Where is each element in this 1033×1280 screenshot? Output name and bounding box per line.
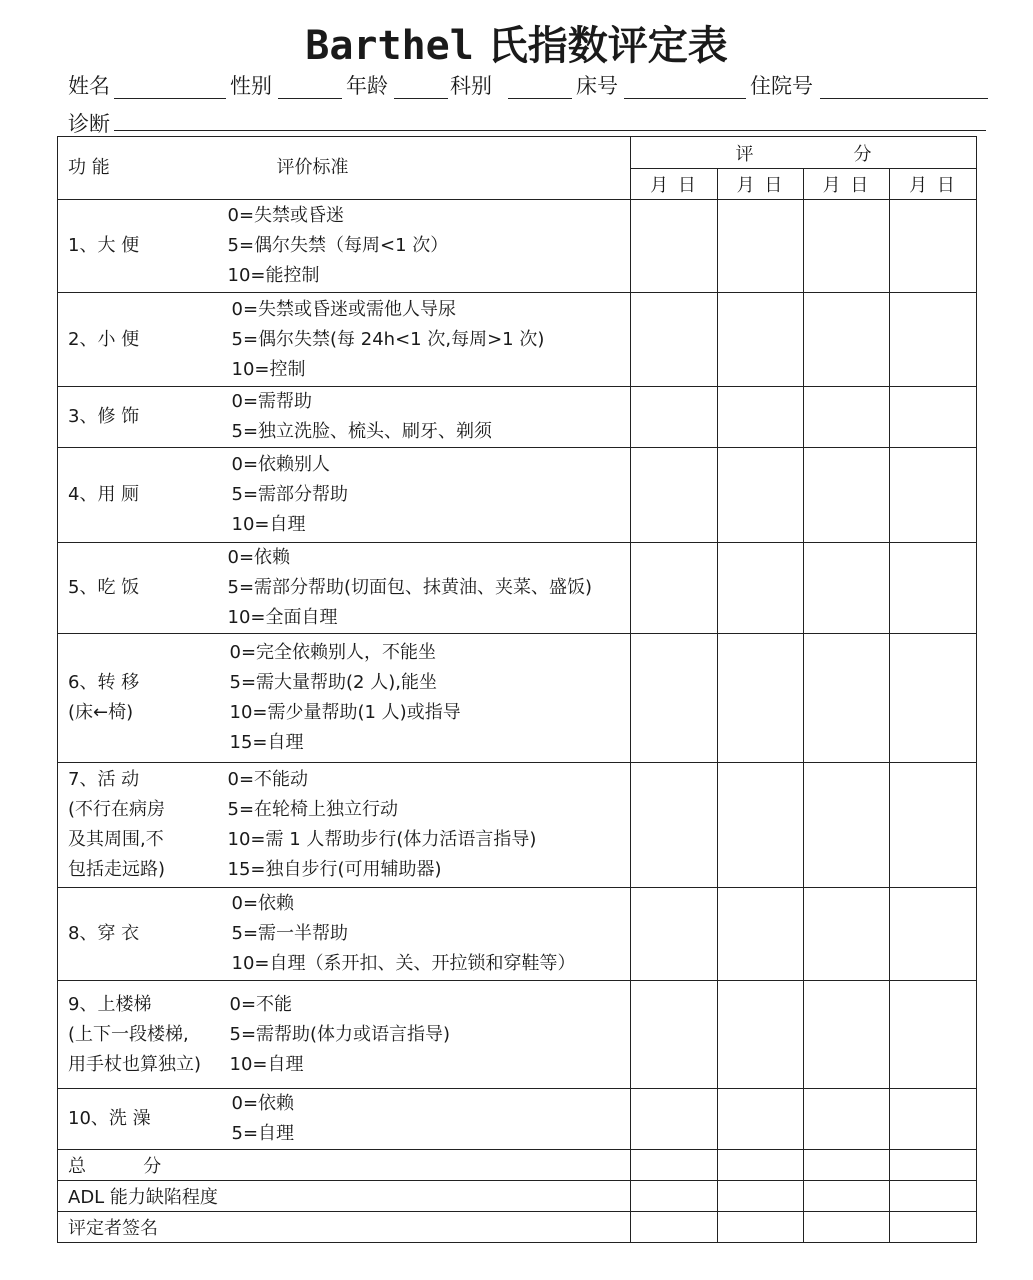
item-row bbox=[58, 1089, 977, 1150]
function-line: (床←椅) bbox=[68, 702, 134, 723]
criteria-line: 5=需帮助(体力或语言指导) bbox=[229, 1023, 451, 1045]
patient-info-row bbox=[68, 70, 988, 104]
criteria-line: 5=需部分帮助(切面包、抹黄油、夹菜、盛饭) bbox=[227, 577, 593, 598]
summary-label: 总 分 bbox=[58, 1150, 631, 1181]
summary-score-cell[interactable] bbox=[890, 1181, 977, 1212]
criteria-line: 0=依赖 bbox=[231, 1093, 295, 1114]
header-score bbox=[631, 137, 977, 169]
criteria-line: 5=需一半帮助 bbox=[231, 923, 349, 944]
age-label: 年龄 bbox=[346, 74, 388, 98]
score-cell[interactable] bbox=[631, 634, 718, 763]
item-criteria bbox=[219, 200, 631, 293]
criteria-line: 10=能控制 bbox=[227, 265, 320, 286]
dept-label: 科别 bbox=[450, 74, 492, 98]
criteria-line: 0=不能 bbox=[229, 993, 293, 1015]
item-row bbox=[58, 888, 977, 981]
summary-label: 评定者签名 bbox=[58, 1212, 631, 1243]
score-cell[interactable] bbox=[718, 543, 804, 634]
score-cell[interactable] bbox=[890, 1089, 977, 1150]
header-score-left: 评 bbox=[735, 143, 754, 165]
item-criteria bbox=[219, 293, 631, 387]
barthel-table bbox=[57, 136, 977, 1243]
item-criteria bbox=[219, 387, 631, 448]
score-cell[interactable] bbox=[631, 763, 718, 888]
function-line: (上下一段楼梯, bbox=[68, 1023, 189, 1045]
score-cell[interactable] bbox=[631, 981, 718, 1089]
score-cell[interactable] bbox=[890, 888, 977, 981]
score-cell[interactable] bbox=[890, 981, 977, 1089]
criteria-line: 0=依赖别人 bbox=[231, 454, 331, 475]
function-line: 1、大 便 bbox=[68, 235, 140, 256]
summary-score-cell[interactable] bbox=[631, 1212, 718, 1243]
summary-row bbox=[58, 1212, 977, 1243]
score-cell[interactable] bbox=[804, 634, 890, 763]
function-line: 4、用 厕 bbox=[68, 484, 140, 505]
item-row bbox=[58, 387, 977, 448]
score-cell[interactable] bbox=[890, 448, 977, 543]
score-cell[interactable] bbox=[890, 293, 977, 387]
item-criteria bbox=[219, 981, 631, 1089]
function-line: 6、转 移 bbox=[68, 672, 140, 693]
score-cell[interactable] bbox=[631, 293, 718, 387]
summary-score-cell[interactable] bbox=[804, 1150, 890, 1181]
criteria-line: 15=自理 bbox=[229, 732, 304, 753]
item-function bbox=[58, 981, 219, 1089]
score-cell[interactable] bbox=[718, 200, 804, 293]
score-cell[interactable] bbox=[631, 200, 718, 293]
item-row bbox=[58, 448, 977, 543]
title-chinese: 氏指数评定表 bbox=[473, 23, 728, 69]
function-line: 及其周围,不 bbox=[68, 829, 164, 850]
diagnosis-label: 诊断 bbox=[68, 112, 110, 136]
function-line: 9、上楼梯 bbox=[68, 993, 152, 1015]
diagnosis-row bbox=[68, 108, 110, 138]
score-cell[interactable] bbox=[890, 200, 977, 293]
item-criteria bbox=[219, 448, 631, 543]
header-row-1 bbox=[58, 137, 977, 169]
name-field[interactable] bbox=[114, 98, 226, 99]
score-cell[interactable] bbox=[890, 387, 977, 448]
item-function bbox=[58, 634, 219, 763]
score-cell[interactable] bbox=[804, 200, 890, 293]
criteria-line: 0=不能动 bbox=[227, 769, 309, 790]
criteria-line: 10=自理（系开扣、关、开拉锁和穿鞋等） bbox=[231, 953, 576, 974]
sex-field[interactable] bbox=[278, 98, 342, 99]
score-cell[interactable] bbox=[718, 888, 804, 981]
item-criteria bbox=[219, 1089, 631, 1150]
score-cell[interactable] bbox=[804, 981, 890, 1089]
bed-field[interactable] bbox=[624, 98, 746, 99]
criteria-line: 0=需帮助 bbox=[231, 391, 313, 412]
item-row bbox=[58, 981, 977, 1089]
header-function: 功 能 bbox=[58, 137, 219, 200]
criteria-line: 5=独立洗脸、梳头、刷牙、剃须 bbox=[231, 421, 493, 442]
criteria-line: 0=失禁或昏迷 bbox=[227, 205, 345, 226]
date-header: 月 日 bbox=[631, 169, 718, 200]
item-row bbox=[58, 543, 977, 634]
criteria-line: 0=依赖 bbox=[227, 547, 291, 568]
criteria-line: 5=需部分帮助 bbox=[231, 484, 349, 505]
function-line: 10、洗 澡 bbox=[68, 1108, 151, 1129]
summary-score-cell[interactable] bbox=[718, 1212, 804, 1243]
header-score-right: 分 bbox=[853, 143, 872, 165]
criteria-line: 0=完全依赖别人，不能坐 bbox=[229, 642, 437, 663]
summary-score-cell[interactable] bbox=[890, 1212, 977, 1243]
score-cell[interactable] bbox=[631, 543, 718, 634]
score-cell[interactable] bbox=[718, 634, 804, 763]
admission-label: 住院号 bbox=[750, 74, 813, 98]
function-line: 3、修 饰 bbox=[68, 406, 140, 427]
score-cell[interactable] bbox=[631, 387, 718, 448]
criteria-line: 10=自理 bbox=[231, 514, 306, 535]
score-cell[interactable] bbox=[804, 763, 890, 888]
item-function bbox=[58, 1089, 219, 1150]
summary-score-cell[interactable] bbox=[718, 1150, 804, 1181]
item-row bbox=[58, 634, 977, 763]
sex-label: 性别 bbox=[230, 74, 272, 98]
item-criteria bbox=[219, 763, 631, 888]
criteria-line: 10=控制 bbox=[231, 358, 306, 380]
summary-score-cell[interactable] bbox=[804, 1181, 890, 1212]
criteria-line: 10=需少量帮助(1 人)或指导 bbox=[229, 702, 461, 723]
criteria-line: 15=独自步行(可用辅助器) bbox=[227, 859, 442, 880]
criteria-line: 5=偶尔失禁(每 24h<1 次,每周>1 次) bbox=[231, 328, 545, 350]
function-line: 包括走远路) bbox=[68, 859, 166, 880]
criteria-line: 0=依赖 bbox=[231, 893, 295, 914]
score-cell[interactable] bbox=[890, 634, 977, 763]
date-header: 月 日 bbox=[804, 169, 890, 200]
summary-score-cell[interactable] bbox=[890, 1150, 977, 1181]
score-cell[interactable] bbox=[804, 448, 890, 543]
criteria-line: 5=自理 bbox=[231, 1123, 295, 1144]
date-header: 月 日 bbox=[890, 169, 977, 200]
item-criteria bbox=[219, 543, 631, 634]
summary-score-cell[interactable] bbox=[631, 1150, 718, 1181]
criteria-line: 5=偶尔失禁（每周<1 次） bbox=[227, 235, 449, 256]
criteria-line: 0=失禁或昏迷或需他人导尿 bbox=[231, 298, 457, 320]
age-field[interactable] bbox=[394, 98, 448, 99]
diagnosis-field[interactable] bbox=[114, 130, 986, 131]
item-row bbox=[58, 293, 977, 387]
function-line: 5、吃 饭 bbox=[68, 577, 140, 598]
score-cell[interactable] bbox=[804, 387, 890, 448]
title-latin: Barthel bbox=[305, 23, 474, 69]
score-cell[interactable] bbox=[631, 888, 718, 981]
item-function bbox=[58, 763, 219, 888]
item-row bbox=[58, 763, 977, 888]
header-criteria: 评价标准 bbox=[219, 137, 631, 200]
summary-row bbox=[58, 1150, 977, 1181]
function-line: (不行在病房 bbox=[68, 799, 166, 820]
function-line: 7、活 动 bbox=[68, 769, 140, 790]
summary-label: ADL 能力缺陷程度 bbox=[58, 1181, 631, 1212]
item-function bbox=[58, 387, 219, 448]
item-function bbox=[58, 293, 219, 387]
item-criteria bbox=[219, 888, 631, 981]
name-label: 姓名 bbox=[68, 74, 110, 98]
summary-score-cell[interactable] bbox=[804, 1212, 890, 1243]
criteria-line: 5=在轮椅上独立行动 bbox=[227, 799, 399, 820]
score-cell[interactable] bbox=[718, 981, 804, 1089]
date-header: 月 日 bbox=[718, 169, 804, 200]
criteria-line: 5=需大量帮助(2 人),能坐 bbox=[229, 672, 437, 693]
score-cell[interactable] bbox=[804, 1089, 890, 1150]
score-cell[interactable] bbox=[804, 293, 890, 387]
score-cell[interactable] bbox=[718, 763, 804, 888]
function-line: 8、穿 衣 bbox=[68, 923, 140, 944]
item-function bbox=[58, 543, 219, 634]
score-cell[interactable] bbox=[631, 1089, 718, 1150]
function-line: 2、小 便 bbox=[68, 328, 140, 350]
admission-field[interactable] bbox=[820, 98, 988, 99]
score-cell[interactable] bbox=[718, 387, 804, 448]
criteria-line: 10=全面自理 bbox=[227, 607, 338, 628]
summary-row bbox=[58, 1181, 977, 1212]
item-function bbox=[58, 888, 219, 981]
summary-score-cell[interactable] bbox=[718, 1181, 804, 1212]
score-cell[interactable] bbox=[631, 448, 718, 543]
item-row bbox=[58, 200, 977, 293]
criteria-line: 10=需 1 人帮助步行(体力活语言指导) bbox=[227, 829, 537, 850]
item-function bbox=[58, 200, 219, 293]
score-cell[interactable] bbox=[804, 888, 890, 981]
score-cell[interactable] bbox=[718, 448, 804, 543]
form-title bbox=[0, 14, 1033, 71]
bed-label: 床号 bbox=[576, 74, 618, 98]
function-line: 用手杖也算独立) bbox=[68, 1053, 202, 1075]
summary-score-cell[interactable] bbox=[631, 1181, 718, 1212]
score-cell[interactable] bbox=[718, 1089, 804, 1150]
item-function bbox=[58, 448, 219, 543]
score-cell[interactable] bbox=[890, 543, 977, 634]
score-cell[interactable] bbox=[804, 543, 890, 634]
dept-field[interactable] bbox=[508, 98, 572, 99]
criteria-line: 10=自理 bbox=[229, 1053, 304, 1075]
score-cell[interactable] bbox=[718, 293, 804, 387]
score-cell[interactable] bbox=[890, 763, 977, 888]
item-criteria bbox=[219, 634, 631, 763]
